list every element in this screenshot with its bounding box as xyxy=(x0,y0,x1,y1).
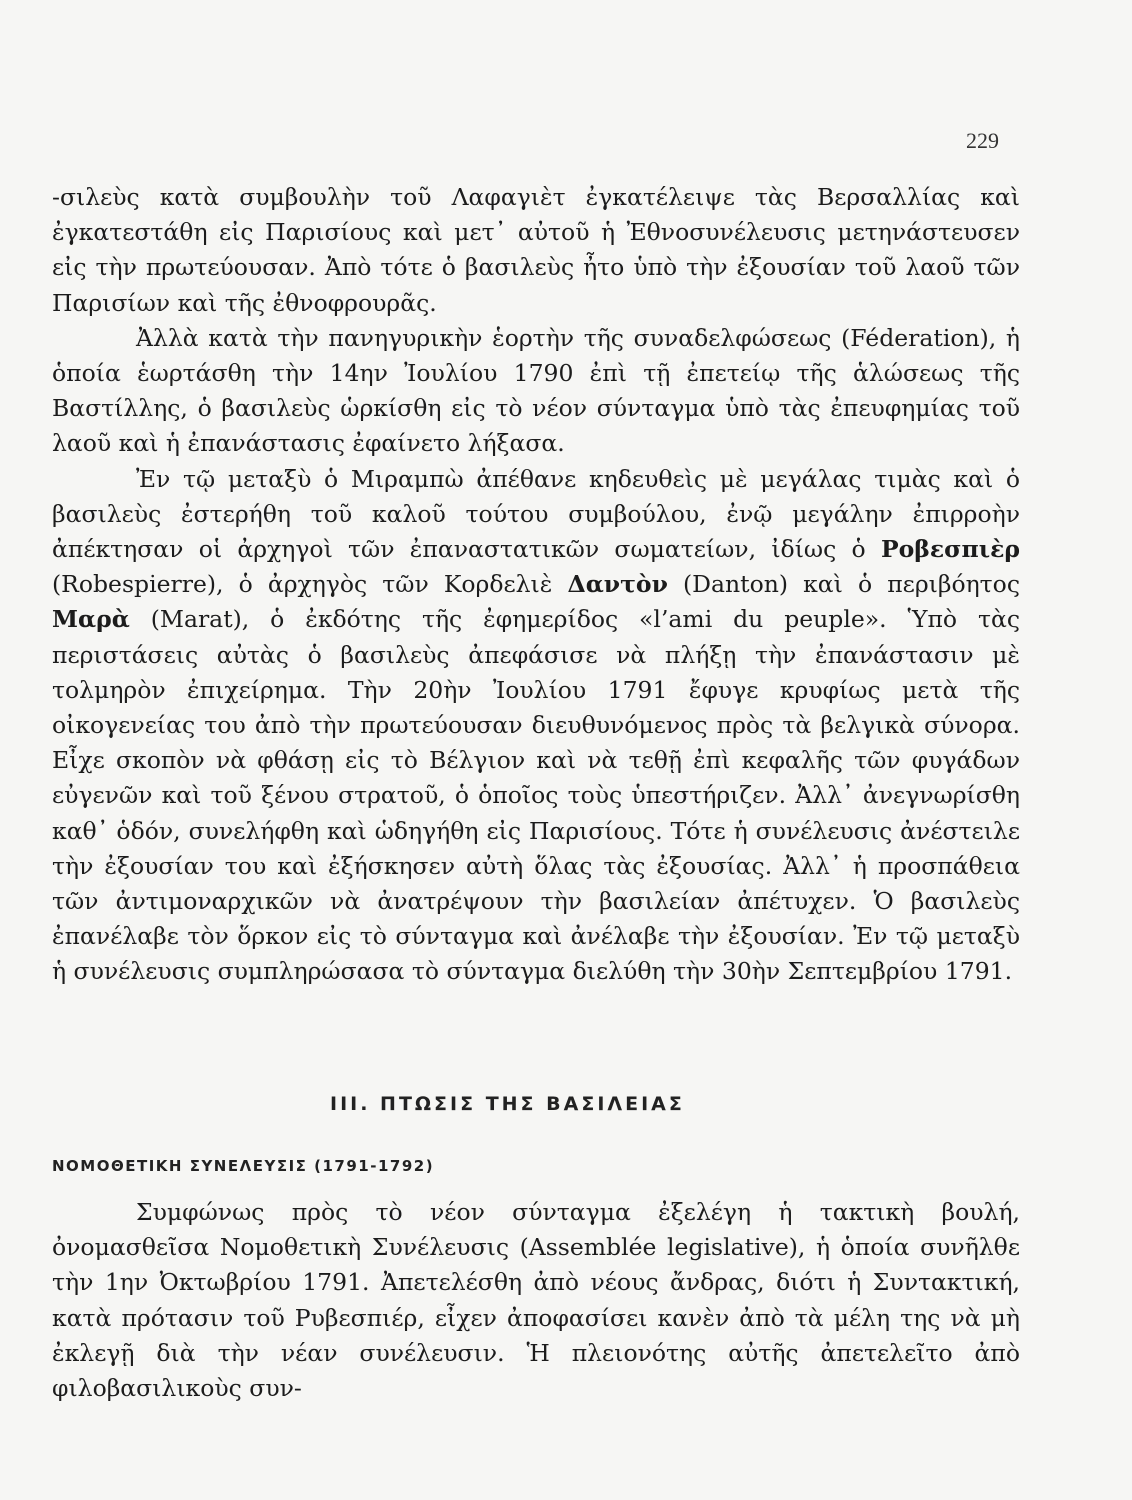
body-text-top xyxy=(52,180,1020,990)
name-robespierre: Ροβεσπιὲρ xyxy=(880,535,1020,564)
section-heading: III. ΠΤΩΣΙΣ ΤΗΣ ΒΑΣΙΛΕΙΑΣ xyxy=(330,1093,685,1115)
paragraph-3-text-3: (Danton) καὶ ὁ περιβόητος xyxy=(667,570,1020,599)
paragraph-3-text-2: (Robespierre), ὁ ἀρχηγὸς τῶν Κορδελιὲ xyxy=(52,570,568,599)
paragraph-3-text-1: Ἐν τῷ μεταξὺ ὁ Μιραμπὼ ἀπέθανε κηδευθεὶς μὲ μεγάλας τιμὰς καὶ ὁ βασιλεὺς ἐστερήθη τοῦ καλοῦ τούτου συμβούλου, ἐνῷ μεγάλην ἐπιρροὴν ἀπέκτησαν οἱ ἀρχηγοὶ τῶν ἐπαναστατικῶν σωματείων, ἰδίως ὁ xyxy=(52,464,1020,564)
body-text-bottom xyxy=(52,1195,1020,1406)
paragraph-4: Συμφώνως πρὸς τὸ νέον σύνταγμα ἐξελέγη ἡ τακτικὴ βουλή, ὀνομασθεῖσα Νομοθετικὴ Συνέλευσις (Assemblée legislative), ἡ ὁποία συνῆλθε τὴν 1ην Ὀκτωβρίου 1791. Ἀπετελέσθη ἀπὸ νέους ἄνδρας, διότι ἡ Συντακτική, κατὰ πρότασιν τοῦ Ρυβεσπιέρ, εἶχεν ἀποφασίσει κανὲν ἀπὸ τὰ μέλη της νὰ μὴ ἐκλεγῇ διὰ τὴν νέαν συνέλευσιν. Ἡ πλειονότης αὐτῆς ἀπετελεῖτο ἀπὸ φιλοβασιλικοὺς συν- xyxy=(52,1198,1020,1403)
page-number: 229 xyxy=(966,128,999,153)
name-marat: Μαρὰ xyxy=(52,605,130,634)
name-danton: Δαντὸν xyxy=(567,570,668,599)
paragraph-3 xyxy=(52,462,1020,990)
subheading: ΝΟΜΟΘΕΤΙΚΗ ΣΥΝΕΛΕΥΣΙΣ (1791-1792) xyxy=(52,1157,435,1175)
paragraph-1: -σιλεὺς κατὰ συμβουλὴν τοῦ Λαφαγιὲτ ἐγκατέλειψε τὰς Βερσαλλίας καὶ ἐγκατεστάθη εἰς Παρισίους καὶ μετ᾽ αὐτοῦ ἡ Ἐθνοσυνέλευσις μετηνάστευσεν εἰς τὴν πρωτεύουσαν. Ἀπὸ τότε ὁ βασιλεὺς ἦτο ὑπὸ τὴν ἐξουσίαν τοῦ λαοῦ τῶν Παρισίων καὶ τῆς ἐθνοφρουρᾶς. xyxy=(52,183,1020,317)
paragraph-2: Ἀλλὰ κατὰ τὴν πανηγυρικὴν ἑορτὴν τῆς συναδελφώσεως (Féderation), ἡ ὁποία ἑωρτάσθη τὴν 14ην Ἰουλίου 1790 ἐπὶ τῇ ἐπετείῳ τῆς ἁλώσεως τῆς Βαστίλλης, ὁ βασιλεὺς ὡρκίσθη εἰς τὸ νέον σύνταγμα ὑπὸ τὰς ἐπευφημίας τοῦ λαοῦ καὶ ἡ ἐπανάστασις ἐφαίνετο λήξασα. xyxy=(52,323,1020,458)
paragraph-3-text-4: (Marat), ὁ ἐκδότης τῆς ἐφημερίδος «l’ami du peuple». Ὑπὸ τὰς περιστάσεις αὐτὰς ὁ βασιλεὺς ἀπεφάσισε νὰ πλήξῃ τὴν ἐπανάστασιν μὲ τολμηρὸν ἐπιχείρημα. Τὴν 20ὴν Ἰουλίου 1791 ἔφυγε κρυφίως μετὰ τῆς οἰκογενείας του ἀπὸ τὴν πρωτεύουσαν διευθυνόμενος πρὸς τὰ βελγικὰ σύνορα. Εἶχε σκοπὸν νὰ φθάσῃ εἰς τὸ Βέλγιον καὶ νὰ τεθῇ ἐπὶ κεφαλῆς τῶν φυγάδων εὐγενῶν καὶ τοῦ ξένου στρατοῦ, ὁ ὁποῖος τοὺς ὑπεστήριζεν. Ἀλλ᾽ ἀνεγνωρίσθη καθ᾽ ὁδόν, συνελήφθη καὶ ὡδηγήθη εἰς Παρισίους. Τότε ἡ συνέλευσις ἀνέστειλε τὴν ἐξουσίαν του καὶ ἐξήσκησεν αὐτὴ ὅλας τὰς ἐξουσίας. Ἀλλ᾽ ἡ προσπάθεια τῶν ἀντιμοναρχικῶν νὰ ἀνατρέψουν τὴν βασιλείαν ἀπέτυχεν. Ὁ βασιλεὺς ἐπανέλαβε τὸν ὅρκον εἰς τὸ σύνταγμα καὶ ἀνέλαβε τὴν ἐξουσίαν. Ἐν τῷ μεταξὺ ἡ συνέλευσις συμπληρώσασα τὸ σύνταγμα διελύθη τὴν 30ὴν Σεπτεμβρίου 1791. xyxy=(52,605,1020,986)
